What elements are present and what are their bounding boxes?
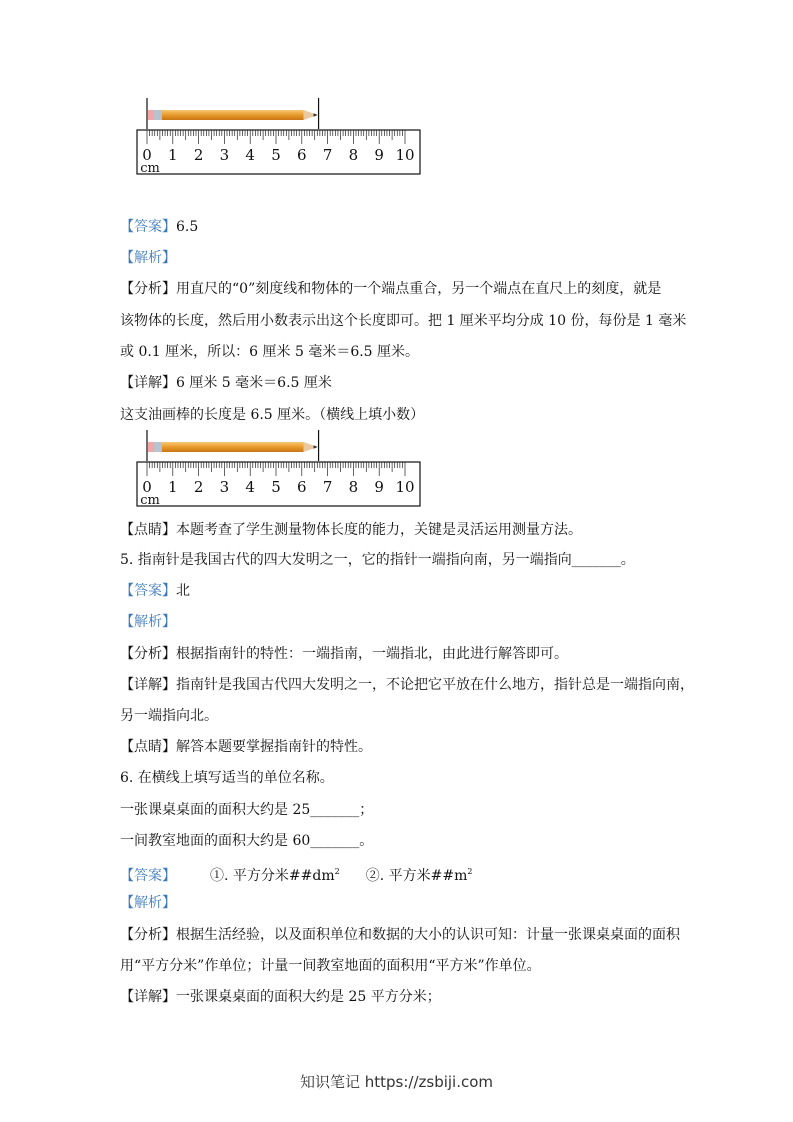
ruler-label: 5 [271,478,281,496]
q5-answer-line [120,582,190,600]
dianjing-tag: 【点睛】 [120,739,176,755]
q6-answer-1-text: ①. 平方分米##dm [210,867,335,884]
ruler-label: 1 [168,478,178,496]
q4-detail-line-2: 这支油画棒的长度是 6.5 厘米。（横线上填小数） [120,407,425,423]
q6-answer-1 [210,863,340,885]
q5-fenxi-line [120,645,568,663]
q4-fenxi-line-2: 该物体的长度，然后用小数表示出这个长度即可。把 1 厘米平均分成 10 份，每份是 1 毫米 [120,313,687,329]
ruler-figure-2 [135,430,425,510]
pencil-ferrule [154,442,162,452]
q4-analysis-tag: 【解析】 [120,250,176,266]
fenxi-tag: 【分析】 [120,927,176,943]
q6-answer-line [120,863,472,885]
ruler-label: 3 [219,478,230,496]
pencil-ferrule [154,110,162,120]
detail-tag: 【详解】 [120,375,176,391]
detail-tag: 【详解】 [120,989,176,1005]
q4-answer-line [120,218,198,236]
ruler-label: 8 [348,478,359,496]
ruler-label: 9 [374,478,384,496]
dianjing-tag: 【点睛】 [120,522,176,538]
q6-answer-2-text: ②. 平方米##m [365,867,468,884]
ruler-label: 2 [193,146,204,164]
pencil-body [162,442,304,452]
q4-fenxi-text-1: 用直尺的“0”刻度线和物体的一个端点重合，另一个端点在直尺上的刻度，就是 [176,281,662,297]
q6-fenxi-line-1 [120,926,680,944]
ruler-label: 3 [219,146,230,164]
q4-fenxi-line-1 [120,280,661,298]
ruler-label: 4 [245,146,255,164]
ruler-unit-label: cm [140,493,160,508]
q5-dianjing-line [120,738,372,756]
q6-detail-line [120,988,441,1006]
ruler-figure-1 [135,98,425,178]
q4-detail-text-1: 6 厘米 5 毫米＝6.5 厘米 [176,375,332,391]
ruler-label: 9 [374,146,384,164]
q5-fenxi-text: 根据指南针的特性：一端指南，一端指北，由此进行解答即可。 [176,646,568,662]
q6-fenxi-text-1: 根据生活经验，以及面积单位和数据的大小的认识可知：计量一张课桌桌面的面积 [176,927,680,943]
ruler-unit-label: cm [140,161,160,176]
fenxi-tag: 【分析】 [120,646,176,662]
ruler-label: 2 [193,478,204,496]
q4-dianjing-line [120,521,582,539]
ruler-label: 1 [168,146,178,164]
answer-tag: 【答案】 [120,219,176,235]
pencil-eraser [148,442,154,452]
ruler-pencil-image [135,430,425,510]
q4-dianjing-text: 本题考查了学生测量物体长度的能力，关键是灵活运用测量方法。 [176,522,582,538]
answer-tag: 【答案】 [120,867,176,884]
ruler-label: 7 [322,146,333,164]
q6-line-2: 一间教室地面的面积大约是 60_______。 [120,833,374,849]
ruler-label: 5 [271,146,281,164]
q5-detail-line-1 [120,676,694,694]
ruler-label: 4 [245,478,255,496]
q5-question: 5. 指南针是我国古代的四大发明之一，它的指针一端指向南，另一端指向_______。 [120,552,635,568]
ruler-label: 6 [297,146,307,164]
q5-dianjing-text: 解答本题要掌握指南针的特性。 [176,739,372,755]
ruler-label: 7 [322,478,333,496]
fenxi-tag: 【分析】 [120,281,176,297]
q6-fenxi-line-2: 用“平方分米”作单位；计量一间教室地面的面积用“平方米”作单位。 [120,958,541,974]
pencil-eraser [148,110,154,120]
ruler-label: 0 [142,478,152,496]
pencil-lead [314,445,318,449]
pencil-lead [314,113,318,117]
q6-detail-text: 一张课桌桌面的面积大约是 25 平方分米； [176,989,441,1005]
q6-answer-2-sup: 2 [467,867,473,876]
q6-question: 6. 在横线上填写适当的单位名称。 [120,770,334,786]
footer-watermark: 知识笔记 https://zsbiji.com [299,1073,494,1091]
answer-tag: 【答案】 [120,583,176,599]
ruler-label: 0 [142,146,152,164]
q5-detail-line-2: 另一端指向北。 [120,708,218,724]
ruler-label: 10 [395,478,415,496]
pencil-body [162,110,304,120]
q4-detail-line-1 [120,374,332,392]
detail-tag: 【详解】 [120,677,176,693]
q5-answer: 北 [176,583,190,599]
ruler-pencil-image [135,98,425,178]
q5-analysis-tag: 【解析】 [120,614,176,630]
q4-fenxi-line-3: 或 0.1 厘米，所以：6 厘米 5 毫米＝6.5 厘米。 [120,344,420,360]
q6-answer-2 [366,863,473,885]
ruler-label: 10 [395,146,415,164]
ruler-label: 8 [348,146,359,164]
q4-answer: 6.5 [176,219,199,235]
q6-answer-1-sup: 2 [334,867,340,876]
q6-analysis-tag: 【解析】 [120,895,176,911]
q5-detail-text-1: 指南针是我国古代四大发明之一，不论把它平放在什么地方，指针总是一端指向南， [176,677,694,693]
ruler-label: 6 [297,478,307,496]
q6-line-1: 一张课桌桌面的面积大约是 25_______； [120,802,374,818]
